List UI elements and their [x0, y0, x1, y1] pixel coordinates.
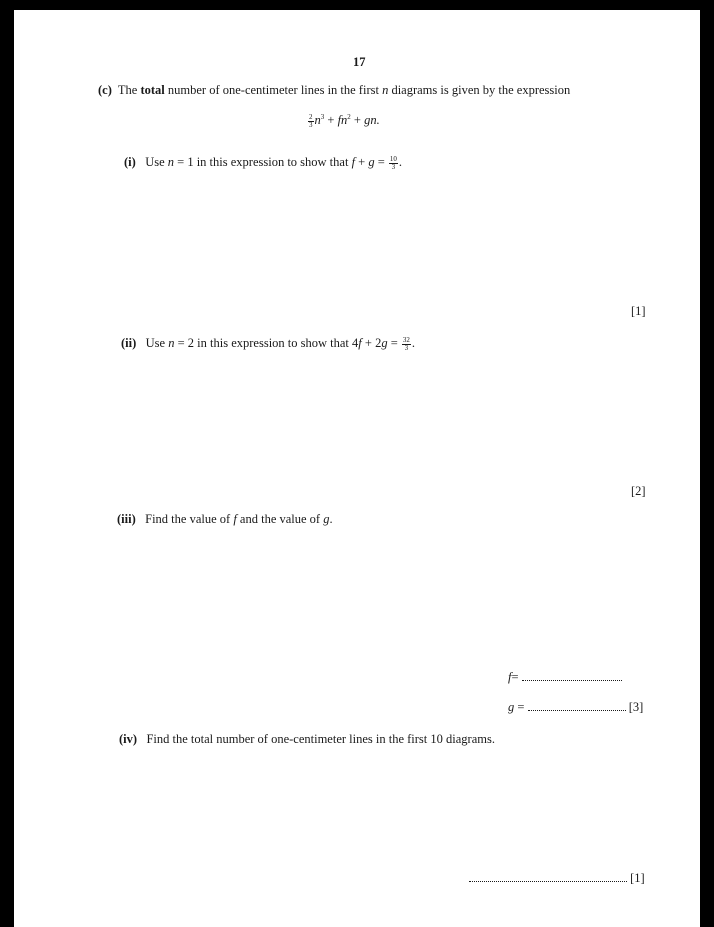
part-iv-question — [119, 732, 495, 747]
part-iv-label: (iv) — [119, 732, 138, 746]
part-i-fraction: $\frac{10}{3}$ — [389, 154, 397, 171]
answer-g-line: g = [3] — [508, 700, 644, 714]
part-c-text-end: diagrams is given by the expression — [391, 83, 571, 97]
part-ii-fraction: $\frac{32}{3}$ — [402, 335, 410, 352]
exam-page — [14, 10, 700, 927]
part-i-label: (i) — [124, 155, 136, 169]
part-c-intro — [98, 83, 570, 98]
page-number: 17 — [353, 55, 366, 69]
part-iv-text: Find the total number of one-centimeter lines in the first 10 diagrams. — [146, 732, 495, 746]
expression: $\frac{2}{3}$ $n^3 + fn^2$ + gn. — [309, 112, 380, 129]
part-iv-marks: [1] — [630, 871, 645, 885]
part-ii-label: (ii) — [121, 336, 137, 350]
expression-coefficient: $\frac{2}{3}$ — [309, 112, 313, 129]
part-c-text-post: number of one-centimeter lines in the first — [167, 83, 379, 97]
part-i-marks: [1] — [631, 304, 646, 318]
part-iii-question: (iii) Find the value of f and the value of g. — [117, 512, 333, 526]
part-c-text-pre: The — [117, 83, 138, 97]
part-iii-label: (iii) — [117, 512, 136, 526]
part-ii-question: (ii) Use n = 2 in this expression to show that 4f + 2g = $\frac{32}{3}$ . — [121, 335, 416, 352]
part-ii-marks: [2] — [631, 484, 646, 498]
part-c-text-bold: total — [140, 83, 165, 97]
answer-f-field[interactable] — [522, 671, 622, 681]
part-i-question: (i) Use n = 1 in this expression to show that f + g = $\frac{10}{3}$ . — [124, 154, 403, 171]
answer-g-field[interactable] — [528, 701, 626, 711]
answer-iv-line — [469, 871, 645, 886]
answer-iv-field[interactable] — [469, 872, 627, 882]
part-iii-marks: [3] — [628, 700, 644, 714]
answer-f-line: f= — [508, 670, 622, 685]
part-c-var-n: n — [382, 83, 389, 97]
part-c-label: (c) — [98, 83, 112, 97]
